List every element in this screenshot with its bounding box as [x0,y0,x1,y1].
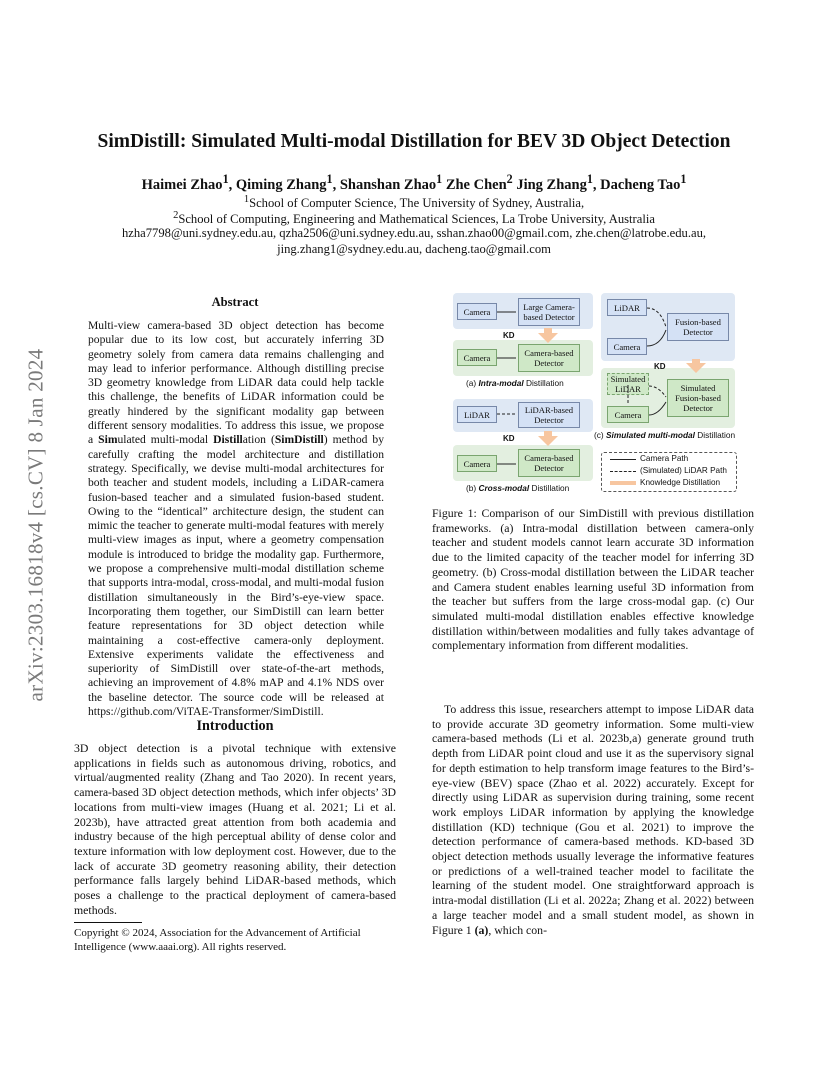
author: Shanshan Zhao [339,176,437,193]
paper-title: SimDistill: Simulated Multi-modal Distillation for BEV 3D Object Detection [97,131,731,152]
figure-connectors-b [440,460,600,490]
author: Haimei Zhao [141,176,223,193]
teacher-detector-node: Large Camera-based Detector [518,298,580,326]
arxiv-id: arXiv:2303.16818v4 [cs.CV] 8 Jan 2024 [23,348,48,702]
panel-c-label: (c) Simulated multi-modal Distillation [594,430,736,440]
camera-path-line [610,459,636,460]
affiliation-2: $^2$School of Computing, Engineering and Mathematical Sciences, La Trobe University, Australia [173,210,655,227]
figure-caption: Figure 1: Comparison of our SimDistill with previous distillation frameworks. (a) Intra-modal distillation between camera-only teacher and student models cannot learn accurate 3D information due to the limited capacity of the teacher model for inferring 3D geometry. (b) Cross-modal distillation between the LiDAR teacher and Camera student enables learning useful 3D information from the teacher but suffers from the large cross-modal gap. (c) Our simulated multi-modal distillation enables effective knowledge distillation within/between modalities and fully takes advantage of complementary information from different modalities. [432,506,754,653]
right-column-body: To address this issue, researchers attempt to impose LiDAR data to provide accurate 3D geometry information. Some multi-view camera-based methods (Li et al. 2023b,a) generate ground truth depth from LiDAR point cloud and use it as the supervisory signal for depth estimation to help transform image features to the Bird’s-eye-view (BEV) space (Zhao et al. 2022) accurately. Except for directly using LiDAR as supervision during training, some recent work employs LiDAR information by applying the knowledge distillation (KD) technique (Gou et al. 2021) to improve the detection performance of camera-based methods. KD-based 3D object detection methods usually leverage the informative features or predictions of a well-trained teacher model to facilitate the learning of the student model. One straightforward approach is intra-modal distillation (Li et al. 2022a; Zhang et al. 2022) between a large teacher model and a small student model, as shown in Figure 1 (a), which con- [432,702,754,937]
camera-node: Camera [457,303,497,320]
copyright-footnote: Copyright © 2024, Association for the Advancement of Artificial Intelligence (www.aaai.org). All rights reserved. [74,927,361,953]
author: Qiming Zhang [235,176,327,193]
camera-node: Camera [457,349,497,366]
teacher-detector-node: LiDAR-based Detector [518,402,580,428]
author-list: Haimei Zhao$^1$, Qiming Zhang$^1$, Shanshan Zhao$^1$ Zhe Chen$^2$ Jing Zhang$^1$, Dacheng Tao$^1$ [141,172,687,193]
emails-line-2: jing.zhang1@sydney.edu.au, dacheng.tao@gmail.com [277,242,551,256]
camera-node: Camera [607,406,649,423]
lidar-node: LiDAR [457,406,497,423]
author: Jing Zhang [516,176,587,193]
panel-a-label: (a) Intra-modal Distillation [466,378,564,388]
student-detector-node: Simulated Fusion-based Detector [667,379,729,417]
figure-connectors [440,290,750,440]
lidar-path-line [610,471,636,472]
panel-b-label: (b) Cross-modal Distillation [466,483,570,493]
student-detector-node: Camera-based Detector [518,344,580,372]
kd-label: KD [503,434,515,443]
kd-swatch [610,481,636,485]
arxiv-sidebar [23,295,48,755]
teacher-detector-node: Fusion-based Detector [667,313,729,341]
legend-item: (Simulated) LiDAR Path [640,466,727,475]
student-detector-node: Camera-based Detector [518,449,580,477]
author: Dacheng Tao [600,176,681,193]
lidar-node: LiDAR [607,299,647,316]
introduction-heading: Introduction [196,718,274,734]
abstract-heading: Abstract [211,295,259,309]
legend-item: Camera Path [640,454,689,463]
camera-node: Camera [457,455,497,472]
kd-label: KD [654,362,666,371]
introduction-body: 3D object detection is a pivotal technique with extensive applications in fields such as autonomous driving, robotics, and virtual/augmented reality (Zhang and Tao 2020). In recent years, camera-based 3D object detection methods, which infer objects’ 3D locations from multi-view images (Huang et al. 2021; Li et al. 2023b), have attracted great attention from both academia and industry because of the high perceptual ability of dense color and texture information with low deployment cost. However, due to the lack of accurate 3D geometry reasoning ability, their detection performance falls largely behind LiDAR-based methods, which poses a challenge to the practical deployment of camera-based methods. [74,741,396,917]
camera-node: Camera [607,338,647,355]
abstract-body: Multi-view camera-based 3D object detection has become popular due to its low cost, but accurately inferring 3D geometry solely from camera data remains challenging and may lead to inferior performance. Although distilling precise 3D geometry knowledge from LiDAR data could help tackle this challenge, the benefits of LiDAR information could be greatly hindered by the significant modality gap between different sensory modalities. To address this issue, we propose a Simulated multi-modal Distillation (SimDistill) method by carefully crafting the model architecture and distillation strategy. Specifically, we devise multi-modal architectures for both teacher and student models, including a LiDAR-camera fusion-based teacher and a simulated fusion-based student. Owing to the “identical” architecture design, the student can mimic the teacher to generate multi-modal features with merely multi-view images as input, where a geometry compensation module is introduced to bridge the modality gap. Furthermore, we propose a comprehensive multi-modal distillation scheme that supports intra-modal, cross-modal, and multi-modal fusion distillation simultaneously in the Bird’s-eye-view space. Incorporating them together, our SimDistill can learn better feature representations for 3D object detection while maintaining a cost-effective camera-only deployment. Extensive experiments validate the effectiveness and superiority of SimDistill over state-of-the-art methods, achieving an improvement of 4.8% mAP and 4.1% NDS over the baseline detector. The source code will be released at https://github.com/ViTAE-Transformer/SimDistill. [88,319,385,719]
affiliation-1: $^1$School of Computer Science, The University of Sydney, Australia, [243,194,585,211]
emails-line-1: hzha7798@uni.sydney.edu.au, qzha2506@uni.sydney.edu.au, sshan.zhao00@gmail.com, zhe.chen@latrobe.edu.au, [121,226,707,240]
legend-item: Knowledge Distillation [640,478,721,487]
footnote-rule [74,922,142,923]
kd-label: KD [503,331,515,340]
figure-legend [601,452,737,492]
author: Zhe Chen [445,176,507,193]
simulated-lidar-node: Simulated LiDAR [607,373,649,395]
